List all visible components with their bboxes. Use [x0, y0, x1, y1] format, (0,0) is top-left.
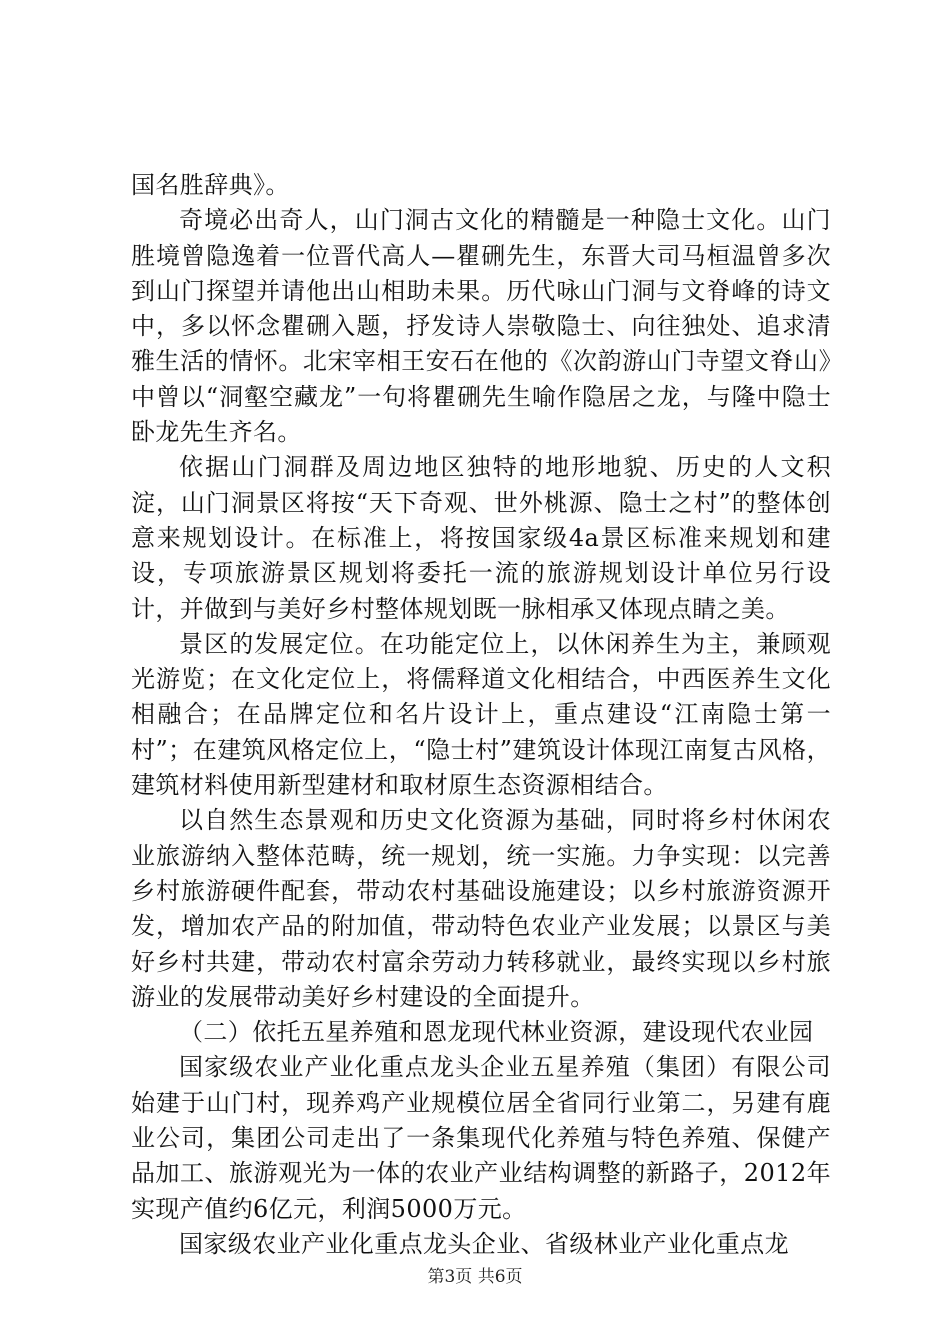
paragraph: 依据山门洞群及周边地区独特的地形地貌、历史的人文积淀，山门洞景区将按“天下奇观、世外桃源、隐士之村”的整体创意来规划设计。在标准上，将按国家级4a景区标准来规划和建设，专项旅游景区规划将委托一流的旅游规划设计单位另行设计，并做到与美好乡村整体规划既一脉相承又体现点睛之美。	[131, 453, 831, 623]
document-body	[131, 168, 831, 1262]
paragraph: 国家级农业产业化重点龙头企业、省级林业产业化重点龙	[179, 1229, 789, 1258]
paragraph: 奇境必出奇人，山门洞古文化的精髓是一种隐士文化。山门胜境曾隐逸着一位晋代高人—瞿硎先生，东晋大司马桓温曾多次到山门探望并请他出山相助未果。历代咏山门洞与文脊峰的诗文中，多以怀念瞿硎入题，抒发诗人崇敬隐士、向往独处、追求清雅生活的情怀。北宋宰相王安石在他的《次韵游山门寺望文脊山》中曾以“洞壑空藏龙”一句将瞿硎先生喻作隐居之龙，与隆中隐士卧龙先生齐名。	[131, 206, 831, 447]
section-heading: （二）依托五星养殖和恩龙现代林业资源，建设现代农业园	[179, 1018, 814, 1047]
paragraph: 以自然生态景观和历史文化资源为基础，同时将乡村休闲农业旅游纳入整体范畴，统一规划，统一实施。力争实现：以完善乡村旅游硬件配套，带动农村基础设施建设；以乡村旅游资源开发，增加农产品的附加值，带动特色农业产业发展；以景区与美好乡村共建，带动农村富余劳动力转移就业，最终实现以乡村旅游业的发展带动美好乡村建设的全面提升。	[131, 806, 831, 1011]
paragraph: 景区的发展定位。在功能定位上，以休闲养生为主，兼顾观光游览；在文化定位上，将儒释道文化相结合，中西医养生文化相融合；在品牌定位和名片设计上，重点建设“江南隐士第一村”；在建筑风格定位上，“隐士村”建筑设计体现江南复古风格，建筑材料使用新型建材和取材原生态资源相结合。	[131, 629, 831, 800]
paragraph: 国家级农业产业化重点龙头企业五星养殖（集团）有限公司始建于山门村，现养鸡产业规模位居全省同行业第二，另建有鹿业公司，集团公司走出了一条集现代化养殖与特色养殖、保健产品加工、旅游观光为一体的农业产业结构调整的新路子，2012年实现产值约6亿元，利润5000万元。	[131, 1053, 831, 1223]
paragraph: 国名胜辞典》。	[131, 171, 290, 199]
page-number-footer: 第3页 共6页	[427, 1267, 523, 1287]
